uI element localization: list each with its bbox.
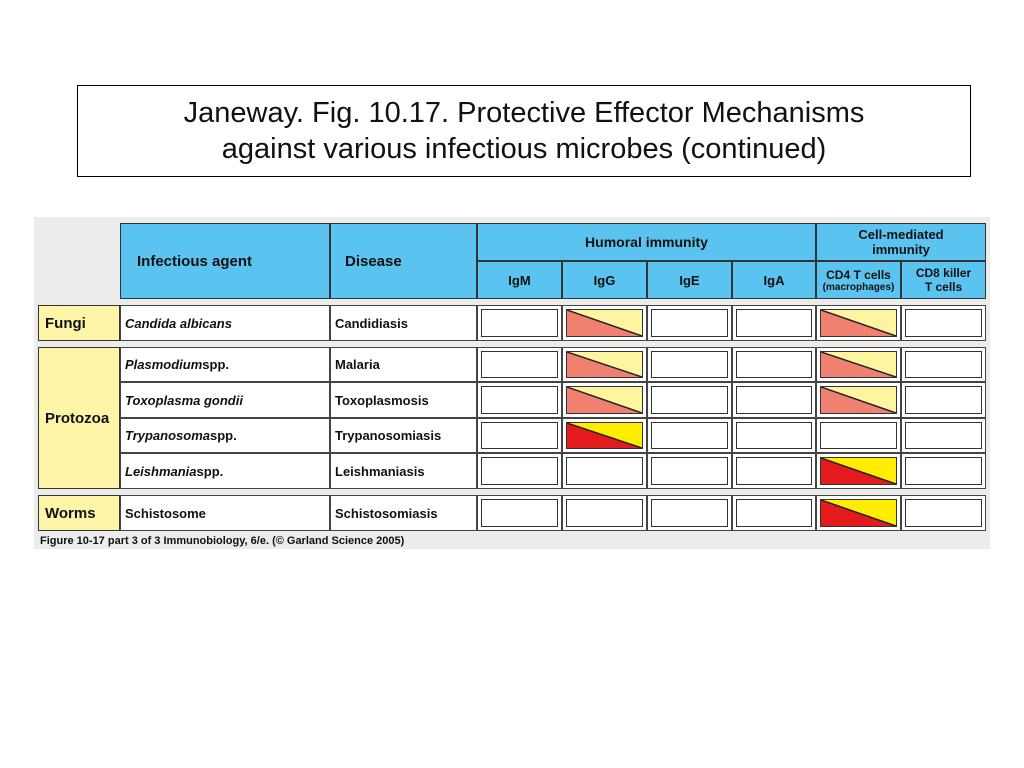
mechanism-box-ige [647, 347, 732, 382]
mechanism-box-igm [477, 453, 562, 489]
mechanism-box-iga [732, 382, 816, 418]
mechanism-box-inner [905, 351, 982, 378]
mechanism-level-indicator [821, 387, 896, 413]
agent-cell [120, 382, 330, 418]
mechanism-box-inner [651, 386, 728, 414]
mechanism-box-inner [736, 309, 812, 337]
mechanism-level-indicator [821, 500, 896, 526]
disease-cell: Trypanosomiasis [330, 418, 477, 453]
mechanism-box-igg [562, 305, 647, 341]
mechanism-box-igg [562, 382, 647, 418]
mechanism-box-ige [647, 495, 732, 531]
mechanism-box-cd8 [901, 495, 986, 531]
mechanism-box-inner [820, 499, 897, 527]
mechanism-box-cd8 [901, 453, 986, 489]
mechanism-box-inner [481, 386, 558, 414]
mechanism-box-inner [566, 457, 643, 485]
mechanism-box-ige [647, 453, 732, 489]
header-humoral-immunity: Humoral immunity [477, 223, 816, 261]
header-cd4-t-cells [816, 261, 901, 299]
mechanism-box-igm [477, 382, 562, 418]
agent-cell [120, 347, 330, 382]
mechanism-box-inner [905, 457, 982, 485]
mechanism-box-inner [736, 386, 812, 414]
agent-suffix: spp. [196, 463, 224, 479]
mechanism-level-indicator [567, 310, 642, 336]
mechanism-level-indicator [821, 458, 896, 484]
mechanism-box-iga [732, 453, 816, 489]
mechanism-box-cd8 [901, 382, 986, 418]
mechanism-box-cd8 [901, 305, 986, 341]
agent-name: Leishmania [125, 463, 197, 479]
agent-suffix: Schistosome [125, 505, 206, 521]
mechanism-box-cd4 [816, 382, 901, 418]
mechanism-box-inner [566, 422, 643, 449]
group-protozoa: Protozoa [38, 347, 120, 489]
mechanism-box-inner [905, 422, 982, 449]
agent-suffix: spp. [210, 428, 237, 443]
mechanism-box-ige [647, 382, 732, 418]
mechanism-box-inner [566, 309, 643, 337]
mechanism-box-inner [651, 351, 728, 378]
agent-name: Trypanosoma [125, 428, 211, 443]
mechanism-box-inner [566, 386, 643, 414]
header-disease: Disease [330, 223, 477, 299]
mechanism-level-indicator [567, 423, 642, 448]
mechanism-box-igm [477, 305, 562, 341]
disease-cell: Malaria [330, 347, 477, 382]
mechanism-box-inner [905, 386, 982, 414]
agent-name: Toxoplasma gondii [125, 392, 243, 408]
disease-cell: Schistosomiasis [330, 495, 477, 531]
mechanism-box-cd4 [816, 453, 901, 489]
agent-cell [120, 495, 330, 531]
agent-suffix: spp. [202, 357, 230, 372]
mechanism-box-cd8 [901, 347, 986, 382]
header-infectious-agent: Infectious agent [120, 223, 330, 299]
header-ige: IgE [647, 261, 732, 299]
header-igg: IgG [562, 261, 647, 299]
header-igm: IgM [477, 261, 562, 299]
mechanism-box-inner [736, 457, 812, 485]
mechanism-level-indicator [821, 310, 896, 336]
header-cd4-label: CD4 T cells [826, 267, 891, 282]
mechanism-box-inner [481, 351, 558, 378]
mechanism-box-inner [820, 351, 897, 378]
mechanism-box-iga [732, 418, 816, 453]
mechanism-box-inner [736, 499, 812, 527]
mechanism-box-cd4 [816, 418, 901, 453]
disease-cell: Leishmaniasis [330, 453, 477, 489]
mechanism-box-inner [481, 457, 558, 485]
mechanism-box-inner [481, 499, 558, 527]
mechanism-box-cd4 [816, 347, 901, 382]
mechanism-box-inner [651, 309, 728, 337]
mechanism-box-ige [647, 418, 732, 453]
mechanism-box-inner [905, 499, 982, 527]
mechanism-box-igm [477, 418, 562, 453]
agent-cell [120, 305, 330, 341]
mechanism-box-inner [566, 351, 643, 378]
mechanism-box-inner [651, 457, 728, 485]
mechanism-box-igg [562, 495, 647, 531]
mechanism-box-ige [647, 305, 732, 341]
agent-name: Candida albicans [125, 315, 232, 331]
mechanism-box-inner [820, 386, 897, 414]
group-worms: Worms [38, 495, 120, 531]
mechanism-box-cd4 [816, 305, 901, 341]
mechanism-box-inner [651, 499, 728, 527]
mechanism-level-indicator [567, 352, 642, 377]
header-cell-mediated-immunity: Cell-mediated immunity [816, 223, 986, 261]
agent-name: Plasmodium [125, 357, 203, 372]
mechanism-box-inner [820, 457, 897, 485]
effector-mechanisms-figure [34, 217, 990, 549]
mechanism-box-cd4 [816, 495, 901, 531]
mechanism-box-igg [562, 453, 647, 489]
mechanism-box-iga [732, 495, 816, 531]
figure-caption: Figure 10-17 part 3 of 3 Immunobiology, 6/e. (© Garland Science 2005) [40, 535, 405, 547]
agent-cell [120, 453, 330, 489]
mechanism-box-inner [736, 422, 812, 449]
mechanism-box-inner [481, 422, 558, 449]
mechanism-box-inner [736, 351, 812, 378]
slide-title [77, 85, 971, 177]
mechanism-box-iga [732, 347, 816, 382]
disease-cell: Toxoplasmosis [330, 382, 477, 418]
mechanism-box-inner [820, 422, 897, 449]
header-cd8-killer-t-cells: CD8 killer T cells [901, 261, 986, 299]
header-iga: IgA [732, 261, 816, 299]
mechanism-box-inner [651, 422, 728, 449]
mechanism-level-indicator [567, 387, 642, 413]
mechanism-box-iga [732, 305, 816, 341]
agent-cell [120, 418, 330, 453]
mechanism-box-igm [477, 347, 562, 382]
mechanism-box-cd8 [901, 418, 986, 453]
disease-cell: Candidiasis [330, 305, 477, 341]
slide-title-line1: Janeway. Fig. 10.17. Protective Effector Mechanisms [183, 97, 865, 129]
mechanism-box-inner [566, 499, 643, 527]
mechanism-box-inner [481, 309, 558, 337]
mechanism-box-igg [562, 347, 647, 382]
mechanism-box-inner [905, 309, 982, 337]
mechanism-level-indicator [821, 352, 896, 377]
mechanism-box-inner [820, 309, 897, 337]
mechanism-box-igm [477, 495, 562, 531]
group-fungi: Fungi [38, 305, 120, 341]
header-cd4-sublabel: (macrophages) [822, 281, 895, 293]
mechanism-box-igg [562, 418, 647, 453]
slide-title-line2: against various infectious microbes (continued) [221, 133, 827, 165]
